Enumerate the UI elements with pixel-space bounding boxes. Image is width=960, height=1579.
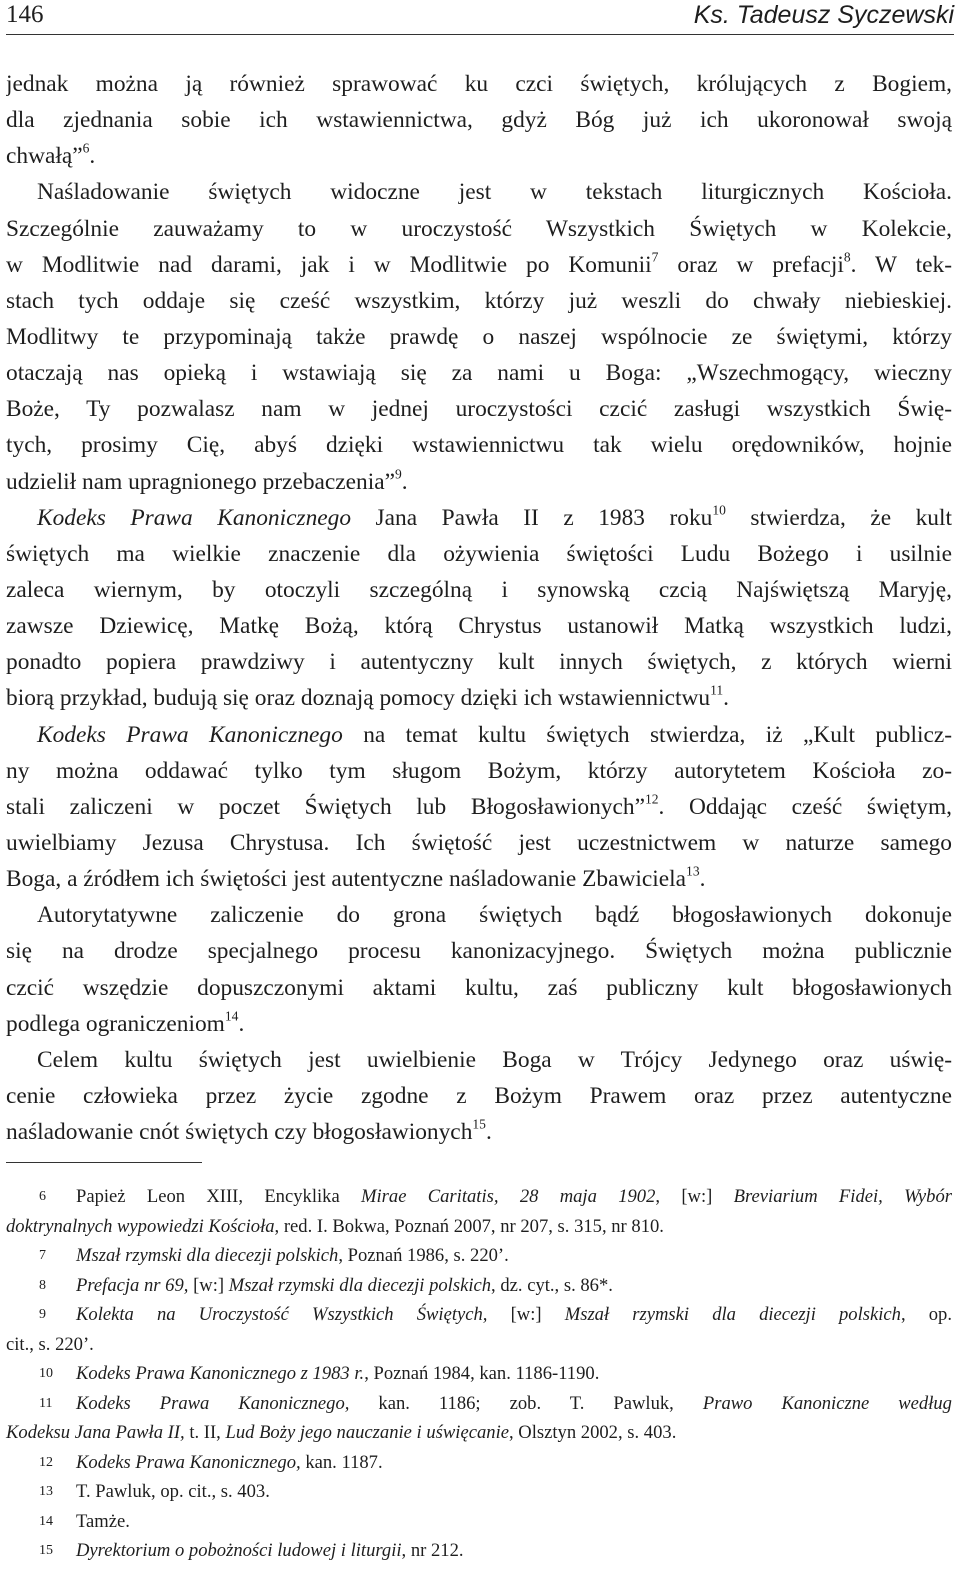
body-line: zaleca wiernym, by otoczyli szczególną i synowską czcią Najświętszą Maryję, (6, 576, 952, 603)
footnote-number: 6 (39, 1189, 46, 1204)
body-line: stali zaliczeni w poczet Świętych lub Błogosławionych”$^{12}$. Oddając cześć świętym, (6, 791, 952, 820)
page-header (6, 0, 954, 36)
header-rule (6, 34, 954, 35)
body-line: uwielbiamy Jezusa Chrystusa. Ich świętość jest uczestnictwem w naturze samego (6, 829, 952, 856)
footnote-7: 7 Mszał rzymski dla diecezji polskich, Poznań 1986, s. 220’. (6, 1241, 952, 1271)
footnote-13: 13 T. Pawluk, op. cit., s. 403. (6, 1477, 952, 1507)
body-line: otaczają nas opieką i wstawiają się za nami u Boga: „Wszechmogący, wieczny (6, 360, 952, 387)
footnote-ref: 7 (651, 249, 659, 265)
footnote-11: 11 Kodeks Prawa Kanonicznego, kan. 1186; zob. T. Pawluk, Prawo Kanoniczne według (6, 1389, 952, 1419)
footnote-11-cont: Kodeksu Jana Pawła II, t. II, Lud Boży jego nauczanie i uświęcanie, Olsztyn 2002, s. 403. (6, 1422, 677, 1443)
body-line: się na drodze specjalnego procesu kanonizacyjnego. Świętych można publicznie (6, 938, 952, 965)
footnote-number: 14 (39, 1513, 53, 1529)
body-line: ny można oddawać tylko tym sługom Bożym, którzy autorytetem Kościoła zo- (6, 757, 952, 784)
footnote-6-cont: doktrynalnych wypowiedzi Kościoła, red. I. Bokwa, Poznań 2007, nr 207, s. 315, nr 810. (6, 1215, 664, 1237)
footnote-ref: 12 (644, 791, 659, 807)
body-line: Celem kultu świętych jest uwielbienie Boga w Trójcy Jedynego oraz uświę- (37, 1046, 952, 1073)
body-line: Kodeks Prawa Kanonicznego Jana Pawła II z 1983 roku$^{10}$ stwierdza, że kult (37, 502, 952, 531)
footnote-number: 11 (39, 1395, 53, 1411)
footnote-6: 6 Papież Leon XIII, Encyklika Mirae Caritatis, 28 maja 1902, [w:] Breviarium Fidei, Wybór (6, 1182, 952, 1212)
body-line: jednak można ją również sprawować ku czci świętych, królujących z Bogiem, (6, 71, 952, 97)
body-line: Boże, Ty pozwalasz nam w jednej uroczystości czcić zasługi wszystkich Świę- (6, 396, 952, 423)
footnote-number: 8 (39, 1277, 46, 1293)
body-line: zawsze Dziewicę, Matkę Bożą, którą Chrystus ustanowił Matką wszystkich ludzi, (6, 613, 952, 640)
body-line: czcić wszędzie dopuszczonymi aktami kultu, zaś publiczny kult błogosławionych (6, 974, 952, 1001)
footnotes (6, 1182, 952, 1566)
footnote-number: 12 (39, 1454, 53, 1470)
body-line: podlega ograniczeniom$^{14}$. (6, 1008, 245, 1037)
footnote-9-cont: cit., s. 220’. (6, 1333, 94, 1355)
footnote-ref: 8 (843, 249, 851, 265)
footnote-15: 15 Dyrektorium o pobożności ludowej i liturgii, nr 212. (6, 1536, 952, 1566)
footnote-10: 10 Kodeks Prawa Kanonicznego z 1983 r., Poznań 1984, kan. 1186-1190. (6, 1359, 952, 1389)
body-line: chwałą”$^6$. (6, 140, 96, 170)
footnote-ref: 14 (224, 1008, 239, 1024)
footnote-ref: 13 (686, 863, 700, 879)
footnote-ref: 10 (712, 502, 726, 518)
body-line: tych, prosimy Cię, abyś dzięki wstawiennictwu tak wielu orędowników, hojnie (6, 432, 952, 459)
footnote-ref: 11 (710, 682, 724, 698)
footnote-number: 15 (39, 1543, 53, 1558)
footnote-number: 9 (39, 1307, 46, 1322)
footnote-8: 8 Prefacja nr 69, [w:] Mszał rzymski dla diecezji polskich, dz. cyt., s. 86*. (6, 1271, 952, 1301)
body-line: Modlitwy te przypominają także prawdę o naszej wspólnocie ze świętymi, którzy (6, 323, 952, 350)
body-line: Naśladowanie świętych widoczne jest w tekstach liturgicznych Kościoła. (37, 179, 952, 206)
footnote-14: 14 Tamże. (6, 1507, 952, 1537)
body-line: Autorytatywne zaliczenie do grona świętych bądź błogosławionych dokonuje (37, 902, 952, 929)
body-line: cenie człowieka przez życie zgodne z Bożym Prawem oraz przez autentyczne (6, 1082, 952, 1109)
footnote-ref: 9 (395, 465, 402, 481)
footnote-number: 10 (39, 1366, 53, 1381)
footnote-rule (6, 1162, 202, 1163)
body-line: dla zjednania sobie ich wstawiennictwa, gdyż Bóg już ich ukoronował swoją (6, 107, 952, 134)
body-line: biorą przykład, budują się oraz doznają pomocy dzięki ich wstawiennictwu$^{11}$. (6, 682, 730, 712)
footnote-ref: 6 (82, 140, 90, 156)
page-number: 146 (6, 1, 44, 28)
body-line: Boga, a źródłem ich świętości jest autentyczne naśladowanie Zbawiciela$^{13}$. (6, 863, 706, 893)
footnote-number: 13 (39, 1484, 53, 1499)
footnote-12: 12 Kodeks Prawa Kanonicznego, kan. 1187. (6, 1448, 952, 1478)
body-line: ponadto popiera prawdziwy i autentyczny kult innych świętych, z których wierni (6, 649, 952, 676)
body-line: udzielił nam upragnionego przebaczenia”$^9$. (6, 465, 408, 495)
body-line: stach tych oddaje się cześć wszystkim, którzy już weszli do chwały niebieskiej. (6, 287, 952, 314)
body-line: naśladowanie cnót świętych czy błogosławionych$^{15}$. (6, 1116, 492, 1146)
footnote-ref: 15 (472, 1116, 486, 1132)
body-line: Kodeks Prawa Kanonicznego na temat kultu świętych stwierdza, iż „Kult publicz- (37, 721, 952, 748)
running-head: Ks. Tadeusz Syczewski (693, 1, 954, 29)
body-text (6, 66, 952, 1150)
body-line: w Modlitwie nad darami, jak i w Modlitwie po Komunii$^7$ oraz w prefacji$^8$. W tek- (6, 249, 952, 278)
footnote-9: 9 Kolekta na Uroczystość Wszystkich Świętych, [w:] Mszał rzymski dla diecezji polskich, op. (6, 1300, 952, 1330)
footnote-number: 7 (39, 1248, 46, 1263)
body-line: świętych ma wielkie znaczenie dla ożywienia świętości Ludu Bożego i usilnie (6, 540, 952, 567)
body-line: Szczególnie zauważamy to w uroczystość Wszystkich Świętych w Kolekcie, (6, 215, 952, 242)
